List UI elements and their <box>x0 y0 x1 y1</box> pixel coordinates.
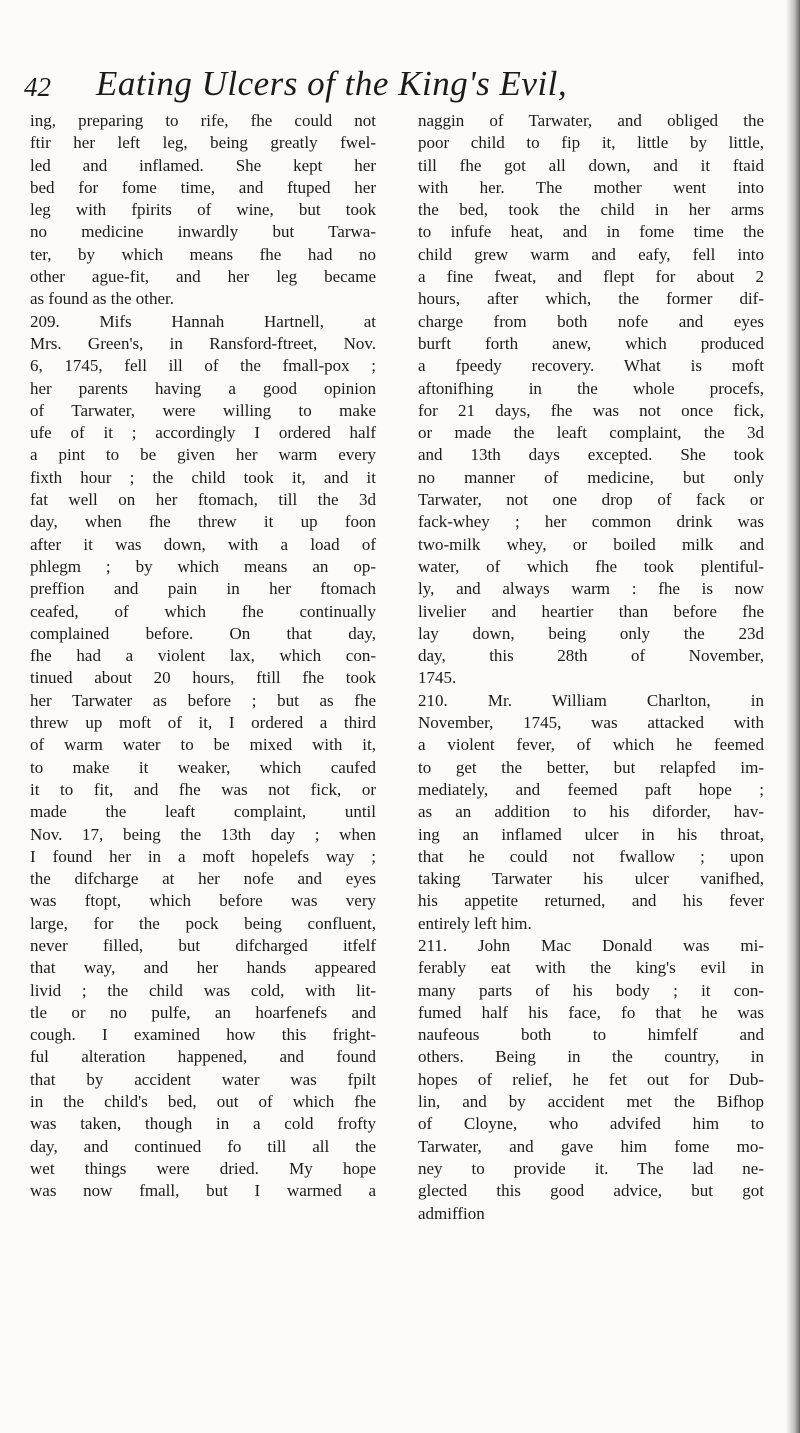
text-line: no manner of medicine, but only <box>418 467 764 487</box>
text-line: Tarwater, not one drop of fack or <box>418 490 764 510</box>
running-head: Eating Ulcers of the King's Evil, <box>96 64 568 103</box>
right-text-column <box>418 110 764 1225</box>
text-line: that he could not fwallow ; upon <box>418 846 764 866</box>
text-line: Nov. 17, being the 13th day ; when <box>30 824 376 844</box>
text-line: was now fmall, but I warmed a <box>30 1181 376 1201</box>
text-line: fack-whey ; her common drink was <box>418 512 764 532</box>
text-line: was taken, though in a cold frofty <box>30 1114 376 1134</box>
text-line: was ftopt, which before was very <box>30 891 376 911</box>
text-line: no medicine inwardly but Tarwa- <box>30 222 376 242</box>
text-line: ufe of it ; accordingly I ordered half <box>30 423 376 443</box>
text-line: Tarwater, and gave him fome mo- <box>418 1136 764 1156</box>
text-line: aftonifhing in the whole procefs, <box>418 378 764 398</box>
page-number: 42 <box>24 72 51 102</box>
page-header <box>0 26 800 103</box>
text-line: or made the leaft complaint, the 3d <box>418 423 764 443</box>
text-line: 1745. <box>418 668 457 688</box>
text-line: 6, 1745, fell ill of the fmall-pox ; <box>30 356 376 376</box>
text-line: in the child's bed, out of which fhe <box>30 1092 376 1112</box>
text-line: a pint to be given her warm every <box>30 445 376 465</box>
text-line: after it was down, with a load of <box>30 534 376 554</box>
text-line: as an addition to his diforder, hav- <box>418 802 764 822</box>
text-line: it to fit, and fhe was not fick, or <box>30 779 376 799</box>
text-line: lin, and by accident met the Bifhop <box>418 1092 764 1112</box>
text-line: tinued about 20 hours, ftill fhe took <box>30 668 376 688</box>
text-line: child grew warm and eafy, fell into <box>418 244 764 264</box>
text-line: bed for fome time, and ftuped her <box>30 177 376 197</box>
text-line: a violent fever, of which he feemed <box>418 735 764 755</box>
text-line: ferably eat with the king's evil in <box>418 958 764 978</box>
text-line: phlegm ; by which means an op- <box>30 556 376 576</box>
left-text-column <box>30 110 376 1203</box>
text-line: cough. I examined how this fright- <box>30 1025 376 1045</box>
text-line: for 21 days, fhe was not once fick, <box>418 400 764 420</box>
text-line: 209. Mifs Hannah Hartnell, at <box>30 311 376 331</box>
text-line: led and inflamed. She kept her <box>30 155 376 175</box>
text-line: large, for the pock being confluent, <box>30 913 376 933</box>
text-line: the difcharge at her nofe and eyes <box>30 869 376 889</box>
text-line: naggin of Tarwater, and obliged the <box>418 111 764 130</box>
text-line: ftir her left leg, being greatly fwel- <box>30 133 376 153</box>
text-line: two-milk whey, or boiled milk and <box>418 534 764 554</box>
text-line: fat well on her ftomach, till the 3d <box>30 490 376 510</box>
text-line: mediately, and feemed paft hope ; <box>418 779 764 799</box>
text-line: water, of which fhe took plentiful- <box>418 556 764 576</box>
text-line: livid ; the child was cold, with lit- <box>30 980 376 1000</box>
text-line: ceafed, of which fhe continually <box>30 601 376 621</box>
text-line: burft forth anew, which produced <box>418 333 764 353</box>
text-line: as found as the other. <box>30 289 174 309</box>
text-line: fhe had a violent lax, which con- <box>30 646 376 666</box>
text-line: Mrs. Green's, in Ransford-ftreet, Nov. <box>30 333 376 353</box>
text-line: poor child to fip it, little by little, <box>418 133 764 153</box>
text-line: day, this 28th of November, <box>418 646 764 666</box>
text-line: taking Tarwater his ulcer vanifhed, <box>418 869 764 889</box>
text-line: others. Being in the country, in <box>418 1047 764 1067</box>
text-line: ing, preparing to rife, fhe could not <box>30 111 376 130</box>
text-line: to make it weaker, which caufed <box>30 757 376 777</box>
text-line: admiffion <box>418 1203 485 1223</box>
text-line: of Cloyne, who advifed him to <box>418 1114 764 1134</box>
text-line: to get the better, but relapfed im- <box>418 757 764 777</box>
text-line: many parts of his body ; it con- <box>418 980 764 1000</box>
text-line: hopes of relief, he fet out for Dub- <box>418 1069 764 1089</box>
text-line: and 13th days excepted. She took <box>418 445 764 465</box>
page-spine-shadow <box>786 0 800 1433</box>
text-line: 210. Mr. William Charlton, in <box>418 690 764 710</box>
text-line: naufeous both to himfelf and <box>418 1025 764 1045</box>
text-line: to infufe heat, and in fome time the <box>418 222 764 242</box>
text-line: lay down, being only the 23d <box>418 623 764 643</box>
text-line: made the leaft complaint, until <box>30 802 376 822</box>
text-line: with her. The mother went into <box>418 177 764 197</box>
text-line: leg with fpirits of wine, but took <box>30 200 376 220</box>
text-line: 211. John Mac Donald was mi- <box>418 935 764 955</box>
text-line: day, and continued fo till all the <box>30 1136 376 1156</box>
text-line: entirely left him. <box>418 913 532 933</box>
text-line: ing an inflamed ulcer in his throat, <box>418 824 764 844</box>
text-line: threw up moft of it, I ordered a third <box>30 713 376 733</box>
text-line: hours, after which, the former dif- <box>418 289 764 309</box>
text-line: I found her in a moft hopelefs way ; <box>30 846 376 866</box>
text-line: day, when fhe threw it up foon <box>30 512 376 532</box>
text-line: fixth hour ; the child took it, and it <box>30 467 376 487</box>
text-line: till fhe got all down, and it ftaid <box>418 155 764 175</box>
text-line: tle or no pulfe, an hoarfenefs and <box>30 1002 376 1022</box>
text-line: ly, and always warm : fhe is now <box>418 579 764 599</box>
text-line: charge from both nofe and eyes <box>418 311 764 331</box>
text-line: complained before. On that day, <box>30 623 376 643</box>
text-line: glected this good advice, but got <box>418 1181 764 1201</box>
text-line: never filled, but difcharged itfelf <box>30 935 376 955</box>
text-line: fumed half his face, fo that he was <box>418 1002 764 1022</box>
text-line: a fine fweat, and flept for about 2 <box>418 267 764 287</box>
text-line: preffion and pain in her ftomach <box>30 579 376 599</box>
text-line: livelier and heartier than before fhe <box>418 601 764 621</box>
text-line: ful alteration happened, and found <box>30 1047 376 1067</box>
text-line: of Tarwater, were willing to make <box>30 400 376 420</box>
text-line: that by accident water was fpilt <box>30 1069 376 1089</box>
text-line: of warm water to be mixed with it, <box>30 735 376 755</box>
text-line: her parents having a good opinion <box>30 378 376 398</box>
text-line: his appetite returned, and his fever <box>418 891 764 911</box>
text-line: ney to provide it. The lad ne- <box>418 1158 764 1178</box>
text-line: the bed, took the child in her arms <box>418 200 764 220</box>
text-line: ter, by which means fhe had no <box>30 244 376 264</box>
text-line: her Tarwater as before ; but as fhe <box>30 690 376 710</box>
text-line: that way, and her hands appeared <box>30 958 376 978</box>
text-line: a fpeedy recovery. What is moft <box>418 356 764 376</box>
text-line: other ague-fit, and her leg became <box>30 267 376 287</box>
text-line: wet things were dried. My hope <box>30 1158 376 1178</box>
text-line: November, 1745, was attacked with <box>418 713 764 733</box>
